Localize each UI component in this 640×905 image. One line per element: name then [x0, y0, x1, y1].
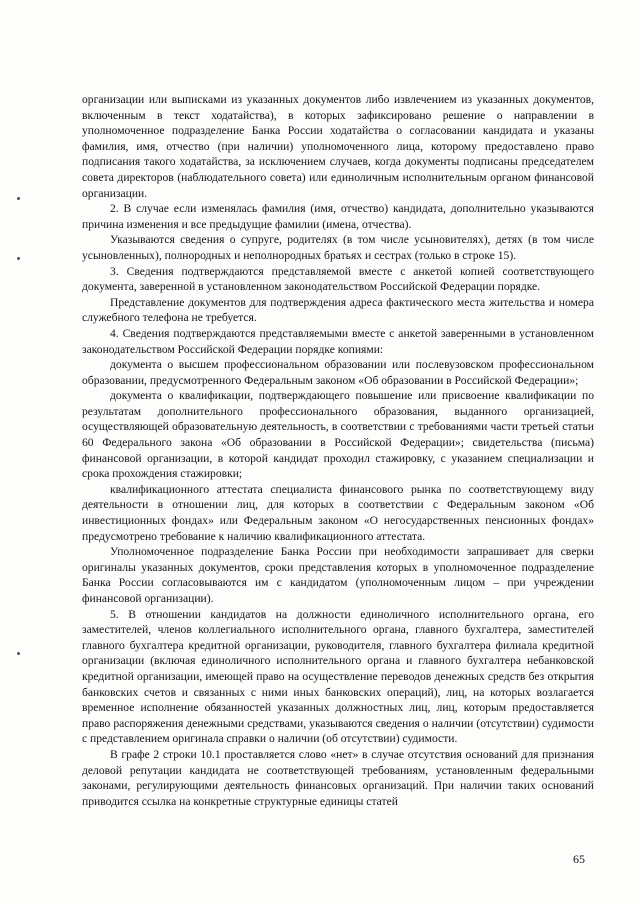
paragraph-certificate: квалификационного аттестата специалиста финансового рынка по соответствующему виду деятельности в отношении лиц, для которых в соответствии с Федеральным законом «Об инвестиционных фондах» или Федеральным законом «О негосударственных пенсионных фондах» предусмотрено требование к наличию квалификационного аттестата. — [82, 482, 594, 543]
paragraph-address: Представление документов для подтверждения адреса фактического места жительства и номера служебного телефона не требуется. — [82, 295, 594, 325]
paragraph-item-2: 2. В случае если изменялась фамилия (имя, отчество) кандидата, дополнительно указываются причина изменения и все предыдущие фамилии (имена, отчества). — [82, 202, 594, 231]
paragraph-qualification: документа о квалификации, подтверждающего повышение или присвоение квалификации по результатам дополнительного профессионального образования, выданного организацией, осуществляющей образовательную деятельность, в соответствии с требованиями части третьей статьи 60 Федерального закона «Об образовании в Российской Федерации»; свидетельства (письма) финансовой организации, в которой кандидат проходил стажировку, с указанием специализации и срока прохождения стажировки; — [82, 389, 594, 481]
margin-mark — [17, 257, 20, 260]
paragraph-column-2: В графе 2 строки 10.1 проставляется слово «нет» в случае отсутствия оснований для признания деловой репутации кандидата не соответствующей требованиям, установленным федеральными законами, регулирующими деятельность финансовых организаций. При наличии таких оснований приводится ссылка на конкретные структурные единицы статей — [82, 747, 594, 808]
margin-mark — [17, 652, 20, 655]
paragraph-continuation: организации или выписками из указанных документов либо извлечением из указанных документов, включенным в текст ходатайства), в которых зафиксировано решение о направлении в уполномоченное подразделение Банка России ходатайства о согласовании кандидата и указаны фамилия, имя, отчество (при наличии) уполномоченного лица, которому предоставлено право подписания такого ходатайства, за исключением случаев, когда документы подписаны председателем совета директоров (наблюдательного совета) или единоличным исполнительным органом финансовой организации. — [82, 93, 594, 200]
body-text — [82, 92, 594, 809]
page-number: 65 — [573, 852, 585, 866]
paragraph-item-4: 4. Сведения подтверждаются представляемыми вместе с анкетой заверенными в установленном законодательством Российской Федерации порядке копиями: — [82, 326, 594, 356]
margin-mark — [17, 197, 20, 200]
paragraph-relatives: Указываются сведения о супруге, родителях (в том числе усыновителях), детях (в том числе усыновленных), полнородных и неполнородных братьях и сестрах (только в строке 15). — [82, 233, 594, 262]
paragraph-education: документа о высшем профессиональном образовании или послевузовском профессиональном образовании, предусмотренного Федеральным законом «Об образовании в Российской Федерации»; — [82, 358, 594, 387]
paragraph-item-3: 3. Сведения подтверждаются представляемой вместе с анкетой копией соответствующего документа, заверенной в установленном законодательством Российской Федерации порядке. — [82, 264, 594, 294]
paragraph-item-5: 5. В отношении кандидатов на должности единоличного исполнительного органа, его заместителей, членов коллегиального исполнительного органа, главного бухгалтера, заместителей главного бухгалтера кредитной организации, руководителя, главного бухгалтера филиала кредитной организации (включая единоличного исполнительного органа и главного бухгалтера небанковской кредитной организации, имеющей право на осуществление переводов денежных средств без открытия банковских счетов и связанных с ними иных банковских операций), лиц, на которых возлагается временное исполнение обязанностей указанных должностных лиц, лиц, которым предоставляется право распоряжения денежными средствами, указываются сведения о наличии (отсутствии) судимости с представлением оригинала справки о наличии (об отсутствии) судимости. — [82, 607, 594, 746]
paragraph-originals: Уполномоченное подразделение Банка России при необходимости запрашивает для сверки оригиналы указанных документов, сроки представления которых в уполномоченное подразделение Банка России согласовываются им с кандидатом (уполномоченным лицом – при учреждении финансовой организации). — [82, 545, 594, 605]
